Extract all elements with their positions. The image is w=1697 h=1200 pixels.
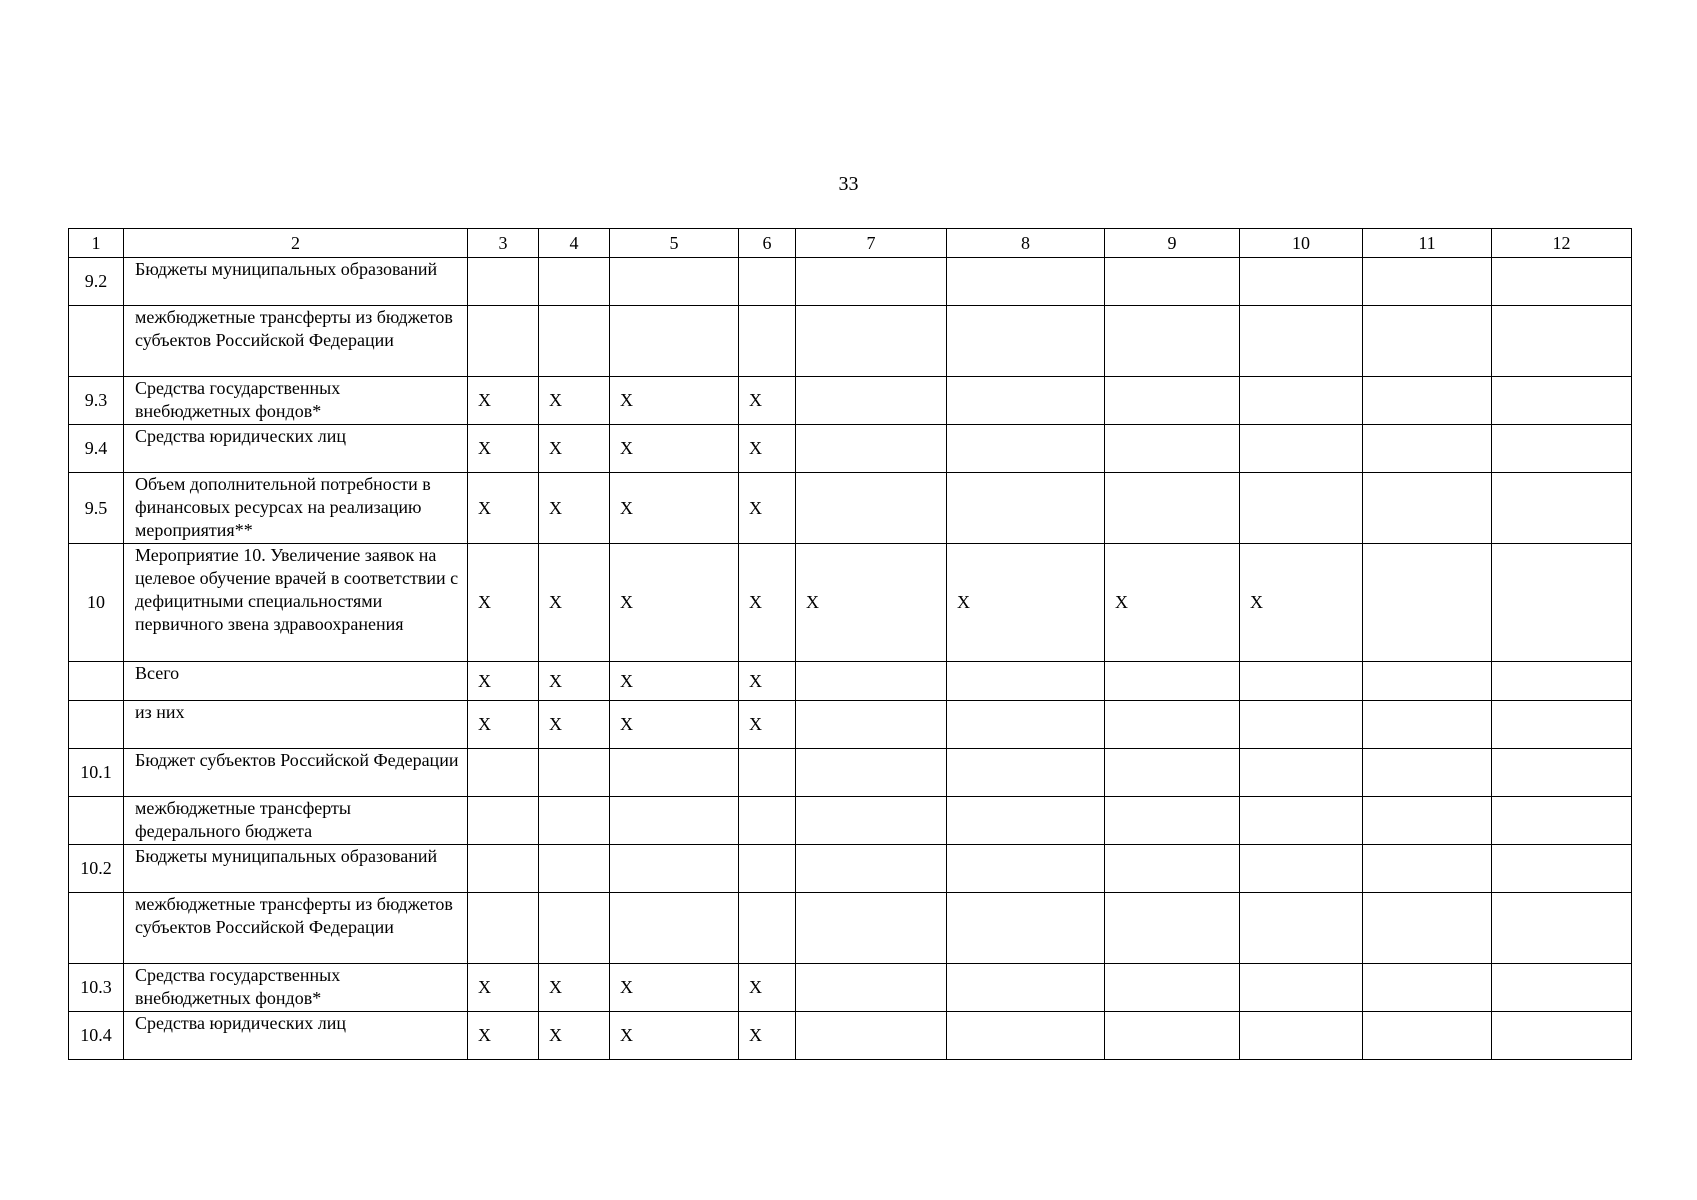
cell-col-7: [796, 306, 947, 377]
cell-col-11: [1363, 544, 1492, 662]
cell-col-4: X: [539, 964, 610, 1012]
cell-col-4: [539, 258, 610, 306]
cell-col-7: [796, 1012, 947, 1060]
cell-col-11: [1363, 662, 1492, 701]
cell-col-12: [1492, 258, 1632, 306]
table-row: [69, 306, 1632, 377]
column-header-10: 10: [1240, 229, 1363, 258]
cell-col-9: [1105, 258, 1240, 306]
cell-col-12: [1492, 1012, 1632, 1060]
cell-col-12: [1492, 845, 1632, 893]
cell-col-9: [1105, 845, 1240, 893]
cell-col-7: [796, 425, 947, 473]
row-number: 10.4: [69, 1012, 124, 1060]
cell-col-10: [1240, 258, 1363, 306]
cell-col-10: [1240, 306, 1363, 377]
cell-col-4: [539, 749, 610, 797]
cell-col-3: [468, 893, 539, 964]
header-row: [69, 229, 1632, 258]
cell-col-7: [796, 964, 947, 1012]
cell-col-4: X: [539, 701, 610, 749]
cell-col-6: [739, 893, 796, 964]
cell-col-9: [1105, 701, 1240, 749]
table-row: [69, 258, 1632, 306]
cell-col-8: [947, 797, 1105, 845]
cell-col-12: [1492, 377, 1632, 425]
cell-col-6: X: [739, 662, 796, 701]
cell-col-6: X: [739, 473, 796, 544]
table-body: [69, 258, 1632, 1060]
page-number: 33: [838, 173, 859, 195]
cell-col-8: [947, 964, 1105, 1012]
cell-col-6: [739, 845, 796, 893]
table-row: [69, 425, 1632, 473]
cell-col-6: X: [739, 425, 796, 473]
cell-col-3: X: [468, 964, 539, 1012]
column-header-1: 1: [69, 229, 124, 258]
cell-col-3: [468, 306, 539, 377]
cell-col-4: X: [539, 544, 610, 662]
cell-col-11: [1363, 473, 1492, 544]
cell-col-7: [796, 749, 947, 797]
row-number: [69, 306, 124, 377]
cell-col-9: [1105, 964, 1240, 1012]
column-header-7: 7: [796, 229, 947, 258]
cell-col-11: [1363, 701, 1492, 749]
cell-col-3: X: [468, 425, 539, 473]
table-row: [69, 893, 1632, 964]
cell-col-11: [1363, 893, 1492, 964]
table-row: [69, 377, 1632, 425]
cell-col-4: [539, 797, 610, 845]
cell-col-8: [947, 845, 1105, 893]
table-row: [69, 749, 1632, 797]
cell-col-10: [1240, 701, 1363, 749]
column-header-11: 11: [1363, 229, 1492, 258]
cell-col-5: X: [610, 473, 739, 544]
row-number: 9.2: [69, 258, 124, 306]
cell-col-5: X: [610, 964, 739, 1012]
column-header-6: 6: [739, 229, 796, 258]
row-name: Объем дополнительной потребности в финансовых ресурсах на реализацию мероприятия**: [124, 473, 468, 544]
cell-col-12: [1492, 306, 1632, 377]
cell-col-9: [1105, 473, 1240, 544]
cell-col-7: [796, 845, 947, 893]
cell-col-5: X: [610, 662, 739, 701]
cell-col-10: X: [1240, 544, 1363, 662]
cell-col-12: [1492, 964, 1632, 1012]
cell-col-8: [947, 425, 1105, 473]
row-name: из них: [124, 701, 468, 749]
cell-col-10: [1240, 425, 1363, 473]
cell-col-6: [739, 258, 796, 306]
cell-col-10: [1240, 377, 1363, 425]
cell-col-7: X: [796, 544, 947, 662]
cell-col-5: [610, 258, 739, 306]
cell-col-5: X: [610, 377, 739, 425]
cell-col-11: [1363, 306, 1492, 377]
row-name: межбюджетные трансферты из бюджетов субъектов Российской Федерации: [124, 306, 468, 377]
cell-col-8: [947, 662, 1105, 701]
cell-col-9: [1105, 893, 1240, 964]
cell-col-7: [796, 797, 947, 845]
cell-col-9: [1105, 377, 1240, 425]
cell-col-12: [1492, 544, 1632, 662]
row-name: Средства юридических лиц: [124, 1012, 468, 1060]
cell-col-8: [947, 258, 1105, 306]
row-number: [69, 893, 124, 964]
cell-col-11: [1363, 377, 1492, 425]
cell-col-7: [796, 473, 947, 544]
cell-col-11: [1363, 1012, 1492, 1060]
cell-col-8: X: [947, 544, 1105, 662]
cell-col-9: [1105, 1012, 1240, 1060]
table-row: [69, 701, 1632, 749]
financing-table: [68, 228, 1632, 1060]
cell-col-7: [796, 662, 947, 701]
row-number: 10.2: [69, 845, 124, 893]
cell-col-8: [947, 749, 1105, 797]
cell-col-10: [1240, 845, 1363, 893]
cell-col-3: X: [468, 544, 539, 662]
cell-col-12: [1492, 749, 1632, 797]
cell-col-12: [1492, 473, 1632, 544]
table-row: [69, 797, 1632, 845]
row-name: Мероприятие 10. Увеличение заявок на целевое обучение врачей в соответствии с дефицитными специальностями первичного звена здравоохранения: [124, 544, 468, 662]
row-number: 9.4: [69, 425, 124, 473]
row-name: Бюджеты муниципальных образований: [124, 845, 468, 893]
cell-col-8: [947, 306, 1105, 377]
column-header-8: 8: [947, 229, 1105, 258]
row-name: Средства юридических лиц: [124, 425, 468, 473]
cell-col-5: X: [610, 1012, 739, 1060]
cell-col-5: X: [610, 544, 739, 662]
cell-col-11: [1363, 845, 1492, 893]
cell-col-5: [610, 306, 739, 377]
cell-col-10: [1240, 473, 1363, 544]
row-name: Бюджет субъектов Российской Федерации: [124, 749, 468, 797]
cell-col-5: [610, 845, 739, 893]
cell-col-6: [739, 306, 796, 377]
row-name: Средства государственных внебюджетных фондов*: [124, 964, 468, 1012]
cell-col-8: [947, 1012, 1105, 1060]
column-header-2: 2: [124, 229, 468, 258]
cell-col-4: [539, 306, 610, 377]
cell-col-6: X: [739, 544, 796, 662]
cell-col-12: [1492, 893, 1632, 964]
column-header-9: 9: [1105, 229, 1240, 258]
cell-col-4: X: [539, 473, 610, 544]
row-name: Всего: [124, 662, 468, 701]
cell-col-4: [539, 845, 610, 893]
cell-col-11: [1363, 749, 1492, 797]
cell-col-9: [1105, 797, 1240, 845]
cell-col-7: [796, 377, 947, 425]
cell-col-3: X: [468, 662, 539, 701]
cell-col-3: [468, 258, 539, 306]
cell-col-7: [796, 893, 947, 964]
table-row: [69, 662, 1632, 701]
cell-col-3: [468, 797, 539, 845]
cell-col-10: [1240, 893, 1363, 964]
row-number: 10.3: [69, 964, 124, 1012]
cell-col-12: [1492, 425, 1632, 473]
cell-col-4: X: [539, 662, 610, 701]
cell-col-3: X: [468, 377, 539, 425]
column-header-5: 5: [610, 229, 739, 258]
cell-col-4: X: [539, 1012, 610, 1060]
cell-col-8: [947, 473, 1105, 544]
cell-col-11: [1363, 797, 1492, 845]
cell-col-5: [610, 749, 739, 797]
cell-col-5: [610, 797, 739, 845]
table-row: [69, 473, 1632, 544]
cell-col-5: X: [610, 701, 739, 749]
column-header-12: 12: [1492, 229, 1632, 258]
cell-col-4: X: [539, 425, 610, 473]
cell-col-4: [539, 893, 610, 964]
cell-col-6: X: [739, 1012, 796, 1060]
row-number: [69, 701, 124, 749]
row-number: 10: [69, 544, 124, 662]
cell-col-8: [947, 893, 1105, 964]
cell-col-11: [1363, 258, 1492, 306]
cell-col-7: [796, 701, 947, 749]
table-row: [69, 1012, 1632, 1060]
table-row: [69, 544, 1632, 662]
cell-col-10: [1240, 749, 1363, 797]
cell-col-11: [1363, 425, 1492, 473]
cell-col-6: X: [739, 377, 796, 425]
cell-col-9: [1105, 306, 1240, 377]
row-number: [69, 797, 124, 845]
cell-col-4: X: [539, 377, 610, 425]
cell-col-3: [468, 749, 539, 797]
cell-col-9: [1105, 749, 1240, 797]
table-row: [69, 845, 1632, 893]
cell-col-3: X: [468, 701, 539, 749]
cell-col-3: X: [468, 1012, 539, 1060]
cell-col-12: [1492, 662, 1632, 701]
row-number: 9.3: [69, 377, 124, 425]
cell-col-9: X: [1105, 544, 1240, 662]
table-row: [69, 964, 1632, 1012]
cell-col-6: [739, 797, 796, 845]
row-number: [69, 662, 124, 701]
row-number: 10.1: [69, 749, 124, 797]
cell-col-12: [1492, 701, 1632, 749]
cell-col-8: [947, 701, 1105, 749]
row-number: 9.5: [69, 473, 124, 544]
cell-col-3: X: [468, 473, 539, 544]
cell-col-10: [1240, 662, 1363, 701]
column-header-3: 3: [468, 229, 539, 258]
cell-col-10: [1240, 1012, 1363, 1060]
cell-col-8: [947, 377, 1105, 425]
row-name: Средства государственных внебюджетных фондов*: [124, 377, 468, 425]
cell-col-10: [1240, 964, 1363, 1012]
cell-col-5: [610, 893, 739, 964]
cell-col-12: [1492, 797, 1632, 845]
cell-col-9: [1105, 662, 1240, 701]
cell-col-6: [739, 749, 796, 797]
cell-col-6: X: [739, 701, 796, 749]
cell-col-7: [796, 258, 947, 306]
row-name: межбюджетные трансферты из бюджетов субъектов Российской Федерации: [124, 893, 468, 964]
cell-col-3: [468, 845, 539, 893]
cell-col-10: [1240, 797, 1363, 845]
cell-col-6: X: [739, 964, 796, 1012]
column-header-4: 4: [539, 229, 610, 258]
cell-col-11: [1363, 964, 1492, 1012]
row-name: межбюджетные трансферты федерального бюджета: [124, 797, 468, 845]
cell-col-5: X: [610, 425, 739, 473]
row-name: Бюджеты муниципальных образований: [124, 258, 468, 306]
cell-col-9: [1105, 425, 1240, 473]
